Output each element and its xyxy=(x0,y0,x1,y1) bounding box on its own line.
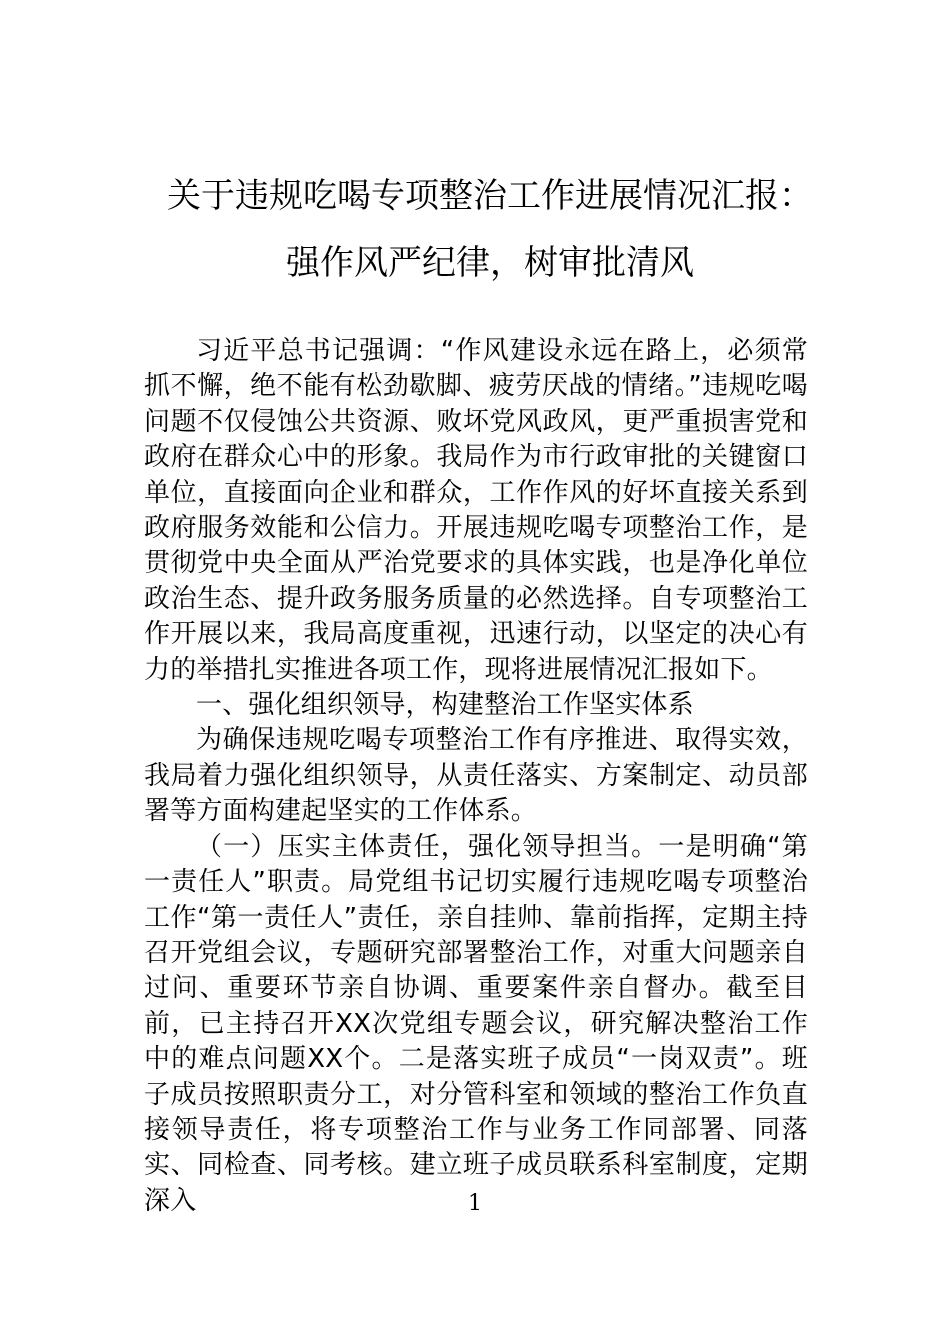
section-heading-1: 一、强化组织领导，构建整治工作坚实体系 xyxy=(196,690,694,721)
document-title-line-2: 强作风严纪律，树审批清风 xyxy=(286,243,694,283)
intro-paragraph: 习近平总书记强调：“作风建设永远在路上，必须常抓不懈，绝不能有松劲歇脚、疲劳厌战的情绪。”违规吃喝问题不仅侵蚀公共资源、败坏党风政风，更严重损害党和政府在群众心中的形象。我局作为市行政审批的关键窗口单位，直接面向企业和群众，工作作风的好坏直接关系到政府服务效能和公信力。开展违规吃喝专项整治工作，是贯彻党中央全面从严治党要求的具体实践，也是净化单位政治生态、提升政务服务质量的必然选择。自专项整治工作开展以来，我局高度重视，迅速行动，以坚定的决心有力的举措扎实推进各项工作，现将进展情况汇报如下。 xyxy=(144,336,808,685)
section-1-paragraph: 为确保违规吃喝专项整治工作有序推进、取得实效，我局着力强化组织领导，从责任落实、方案制定、动员部署等方面构建起坚实的工作体系。 xyxy=(144,725,808,827)
document-body xyxy=(144,334,808,1219)
subsection-1-paragraph: （一）压实主体责任，强化领导担当。一是明确“第一责任人”职责。局党组书记切实履行违规吃喝专项整治工作“第一责任人”责任，亲自挂帅、靠前指挥，定期主持召开党组会议，专题研究部署整治工作，对重大问题亲自过问、重要环节亲自协调、重要案件亲自督办。截至目前，已主持召开XX次党组专题会议，研究解决整治工作中的难点问题XX个。二是落实班子成员“一岗双责”。班子成员按照职责分工，对分管科室和领域的整治工作负直接领导责任，将专项整治工作与业务工作同部署、同落实、同检查、同考核。建立班子成员联系科室制度，定期深入 xyxy=(144,831,808,1216)
page-number: 1 xyxy=(468,1191,482,1216)
document-title-line-1: 关于违规吃喝专项整治工作进展情况汇报： xyxy=(167,176,813,216)
